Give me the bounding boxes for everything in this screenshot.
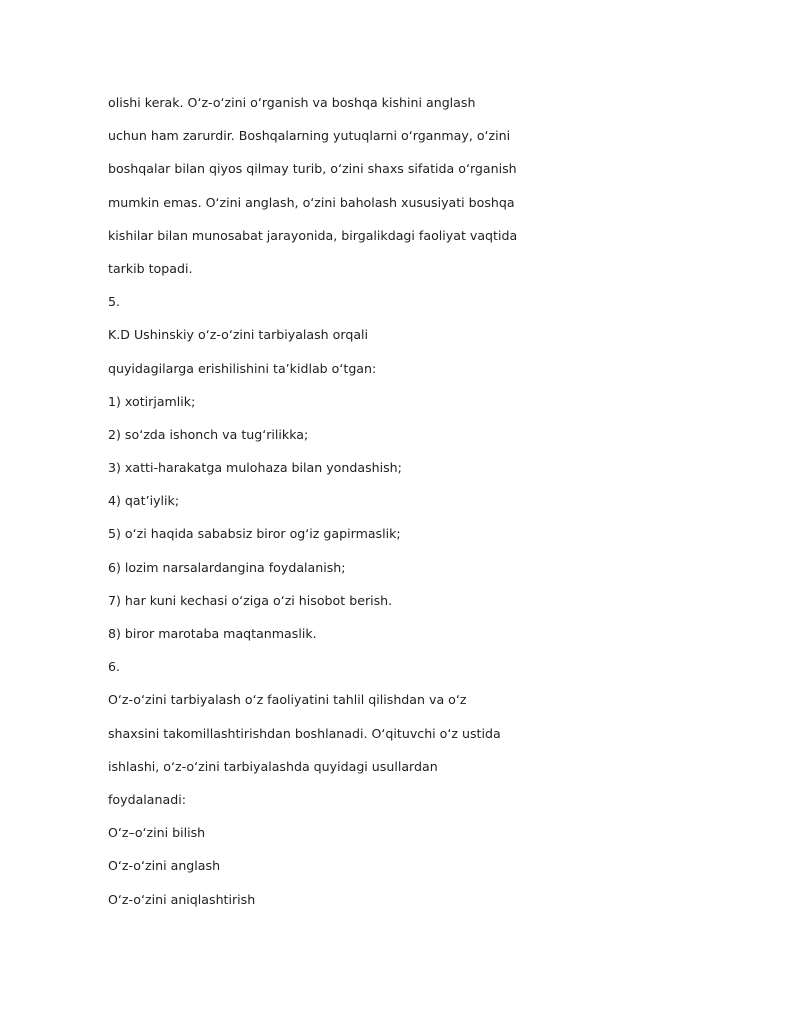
section-paragraph-line-2: shaxsini takomillashtirishdan boshlanadi. O‘qituvchi o‘z ustida (108, 725, 501, 741)
method-item-3: O‘z-o‘zini aniqlashtirish (108, 891, 256, 907)
section-number-5: 5. (108, 294, 121, 310)
document-body (108, 92, 708, 922)
list-item-3: 3) xatti-harakatga mulohaza bilan yondashish; (108, 460, 402, 476)
list-item-4: 4) qat’iylik; (108, 493, 180, 509)
section-number-6: 6. (108, 659, 121, 675)
section-paragraph-line-4: foydalanadi: (108, 791, 186, 807)
paragraph-line-2: uchun ham zarurdir. Boshqalarning yutuqlarni o‘rganmay, o‘zini (108, 128, 511, 144)
list-item-5: 5) o‘zi haqida sababsiz biror og‘iz gapirmaslik; (108, 526, 401, 542)
section-intro-line-1: K.D Ushinskiy o‘z-o‘zini tarbiyalash orqali (108, 327, 369, 343)
section-intro-line-2: quyidagilarga erishilishini ta’kidlab o‘tgan: (108, 360, 377, 376)
section-paragraph-line-3: ishlashi, o‘z-o‘zini tarbiyalashda quyidagi usullardan (108, 758, 438, 774)
paragraph-line-5: kishilar bilan munosabat jarayonida, birgalikdagi faoliyat vaqtida (108, 227, 518, 243)
method-item-2: O‘z-o‘zini anglash (108, 858, 221, 874)
list-item-7: 7) har kuni kechasi o‘ziga o‘zi hisobot berish. (108, 592, 393, 608)
list-item-2: 2) so‘zda ishonch va tug‘rilikka; (108, 426, 309, 442)
list-item-6: 6) lozim narsalardangina foydalanish; (108, 559, 346, 575)
paragraph-line-1: olishi kerak. O‘z-o‘zini o‘rganish va boshqa kishini anglash (108, 95, 476, 110)
list-item-1: 1) xotirjamlik; (108, 393, 196, 409)
paragraph-line-4: mumkin emas. O‘zini anglash, o‘zini baholash xususiyati boshqa (108, 194, 515, 210)
list-item-8: 8) biror marotaba maqtanmaslik. (108, 626, 317, 641)
paragraph-line-3: boshqalar bilan qiyos qilmay turib, o‘zini shaxs sifatida o‘rganish (108, 161, 517, 177)
method-item-1: O‘z–o‘zini bilish (108, 825, 206, 841)
section-paragraph-line-1: O‘z-o‘zini tarbiyalash o‘z faoliyatini tahlil qilishdan va o‘z (108, 692, 467, 708)
paragraph-line-6: tarkib topadi. (108, 260, 193, 276)
